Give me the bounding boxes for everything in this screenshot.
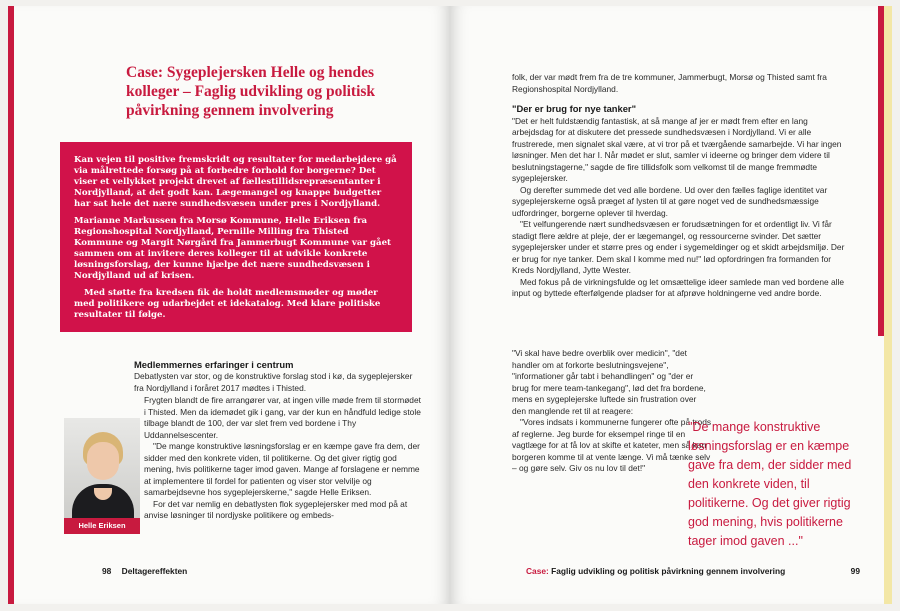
page-edge-accent bbox=[878, 6, 884, 336]
section-heading: "Der er brug for nye tanker" bbox=[512, 103, 637, 114]
page-number: 99 bbox=[850, 566, 860, 576]
body-paragraph: "Det er helt fuldstændig fantastisk, at så mange af jer er mødt frem efter en lang arbejdsdag for at diskutere det pressede sundhedsvæsen i Nordjylland. Vi er alle frustrerede, men signalet skal være, at vi tror på et tværgående samarbejde. Vi har ingen løsninger. Men det har I. Når mødet er slut, samler vi ideerne og bringer dem videre til beslutningstagerne," sagde de fire tillidsfolk som velkomst til de mange fremmødte sygeplejersker. bbox=[512, 115, 842, 183]
body-paragraph: "Vi skal have bedre overblik over medicin", "det handler om at forkorte beslutningsvejene", "informationer går tabt i behandlingen" og "der er brug for mere team-tankegang", lød det fra bordene, mens en sygeplejerske luftede sin frustration over den manglende ret til at reagere: bbox=[512, 348, 706, 416]
body-paragraph: "Vores indsats i kommunerne fungerer ofte på trods af reglerne. Jeg burde for eksempel ringe til en vagtlæge for at få lov at skifte et kateter, men så kan borgeren komme til at vente længe. Vi må tænke selv – og gøre selv. Giv os nu lov til det!" bbox=[512, 417, 712, 473]
body-paragraph: Debatlysten var stor, og de konstruktive forslag stod i kø, da sygeplejersker fra Nordjylland i foråret 2017 mødtes i Thisted. bbox=[134, 371, 413, 393]
page-footer bbox=[526, 566, 860, 576]
left-page bbox=[8, 6, 450, 604]
pull-quote: "De mange konstruktive løsningsforslag er en kæmpe gave fra dem, der sidder med den konkrete viden, til politikerne. Og det giver rigtig god mening, hvis politikerne tager imod gaven ..." bbox=[688, 420, 852, 548]
section-heading: Medlemmernes erfaringer i centrum bbox=[134, 359, 294, 370]
body-paragraph: For det var nemlig en debatlysten flok sygeplejersker med mod på at anvise løsninger til nordjyske politikere og embeds- bbox=[144, 498, 408, 520]
body-paragraph: "Et velfungerende nært sundhedsvæsen er forudsætningen for et ordentligt liv. Vi får stadigt flere ældre at pleje, der er lægemangel, og ressourcerne svinder. Det sætter sygeplejersker under et større pres og ender i sygemeldinger og et skidt arbejdsmiljø. Der er brug for nye tanker. Dem skal I komme med nu!" lød opfordringen fra formanden for Kreds Nordjylland, Jytte Wester. bbox=[512, 219, 845, 275]
intro-box-paragraph: Med støtte fra kredsen fik de holdt medlemsmøder og møder med politikere og udarbejdet et idekatalog. Med klare politiske resultater til følge. bbox=[74, 288, 381, 320]
narrow-text-column bbox=[512, 348, 712, 475]
body-paragraph: folk, der var mødt frem fra de tre kommuner, Jammerbugt, Morsø og Thisted samt fra Regionshospital Nordjylland. bbox=[512, 72, 827, 94]
right-text-column bbox=[512, 72, 848, 300]
body-paragraph: Og derefter summede det ved alle bordene. Ud over den fælles faglige identitet var sygeplejerskerne også præget af lysten til at gøre noget ved de sundhedsmæssige udfordringer, borgerne oplever til hverdag. bbox=[512, 184, 828, 218]
photo-face bbox=[87, 442, 119, 480]
footer-chapter-title: Faglig udvikling og politisk påvirkning gennem involvering bbox=[551, 566, 786, 576]
page-number: 98 bbox=[102, 566, 112, 576]
intro-box bbox=[60, 142, 412, 332]
page-edge-accent bbox=[8, 6, 14, 604]
right-page bbox=[450, 6, 892, 604]
intro-box-paragraph: Kan vejen til positive fremskridt og resultater for medarbejdere gå via målrettede forsøg på at forbedre forhold for borgerne? Det viser et vellykket projekt drevet af fællestillidsrepræsentanter i Nordjylland, at det godt kan. Lægemangel og knappe budgetter har sat hele det nære sundhedsvæsen under pres i Nordjylland. bbox=[74, 155, 397, 209]
photo-caption: Helle Eriksen bbox=[64, 518, 140, 534]
page-edge-yellow bbox=[884, 6, 892, 604]
body-paragraph: "De mange konstruktive løsningsforslag er en kæmpe gave fra dem, der sidder med den konkrete viden, til politikerne. Og det giver rigtig god mening, hvis politikerne tager imod gaven. Mange af forslagene er nemme at implementere til fordel for patienten og viser stor velvilje og samarbejdsevne hos sygeplejerskerne," sagde Helle Eriksen. bbox=[144, 441, 420, 497]
publication-title: Deltagereffekten bbox=[121, 566, 188, 576]
body-paragraph: Frygten blandt de fire arrangører var, at ingen ville møde frem til stormødet i Thisted. Men da idemødet gik i gang, var der kun en håndfuld ledige stole tilbage blandt de 100, der var slet frem ved bordene i Thy Uddannelsescenter. bbox=[144, 395, 421, 440]
left-text-column bbox=[144, 395, 422, 522]
body-paragraph: Med fokus på de virkningsfulde og let omsættelige ideer samlede man ved bordene alle input og byttede efterfølgende pladser for at afprøve holdningerne ved andre borde. bbox=[512, 276, 845, 298]
portrait-photo bbox=[64, 418, 140, 534]
footer-case-label: Case: bbox=[526, 566, 549, 576]
page-footer bbox=[102, 566, 187, 576]
book-spread bbox=[8, 6, 892, 604]
intro-box-paragraph: Marianne Markussen fra Morsø Kommune, Helle Eriksen fra Regionshospital Nordjylland, Pernille Milling fra Thisted Kommune og Margit Nørgård fra Jammerbugt Kommune var gået sammen om at invitere deres kolleger til at udvikle konkrete løsningsforslag, der kunne hjælpe det nære sundhedsvæsen i Nordjylland ud af krisen. bbox=[74, 216, 392, 281]
case-title: Case: Sygeplejersken Helle og hendes kolleger – Faglig udvikling og politisk påvirkning gennem involvering bbox=[126, 64, 376, 119]
